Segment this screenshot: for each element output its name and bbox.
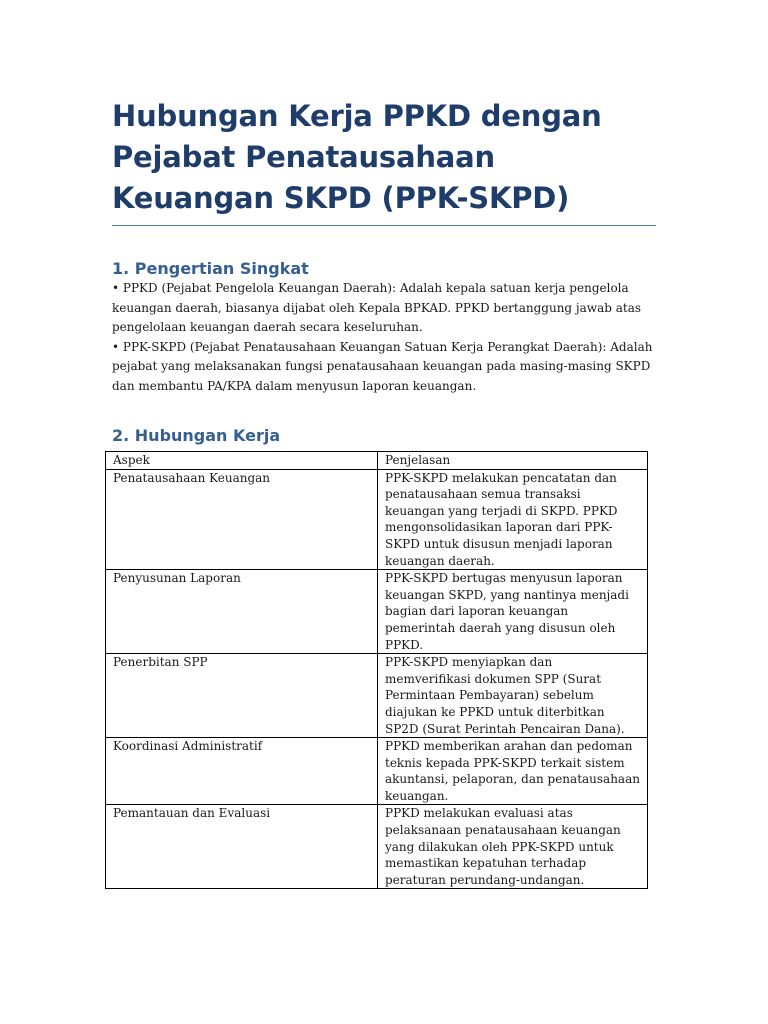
section-heading-pengertian: 1. Pengertian Singkat bbox=[112, 259, 309, 278]
table-cell-aspek: Penerbitan SPP bbox=[106, 654, 378, 738]
table-cell-penjelasan: PPKD memberikan arahan dan pedoman teknis kepada PPK-SKPD terkait sistem akuntansi, pelaporan, dan penatausahaan keuangan. bbox=[378, 738, 648, 805]
table-row bbox=[106, 469, 648, 570]
table-row bbox=[106, 654, 648, 738]
table-cell-penjelasan: PPK-SKPD menyiapkan dan memverifikasi dokumen SPP (Surat Permintaan Pembayaran) sebelum diajukan ke PPKD untuk diterbitkan SP2D (Surat Perintah Pencairan Dana). bbox=[378, 654, 648, 738]
table-cell-penjelasan: PPK-SKPD melakukan pencatatan dan penatausahaan semua transaksi keuangan yang terjadi di SKPD. PPKD mengonsolidasikan laporan dari PPK-SKPD untuk disusun menjadi laporan keuangan daerah. bbox=[378, 469, 648, 570]
section-heading-hubungan-kerja: 2. Hubungan Kerja bbox=[112, 426, 281, 445]
definition-ppk-skpd: • PPK-SKPD (Pejabat Penatausahaan Keuangan Satuan Kerja Perangkat Daerah): Adalah pejabat yang melaksanakan fungsi penatausahaan keuangan pada masing-masing SKPD dan membantu PA/KPA dalam menyusun laporan keuangan. bbox=[112, 339, 653, 393]
table-cell-penjelasan: PPK-SKPD bertugas menyusun laporan keuangan SKPD, yang nantinya menjadi bagian dari laporan keuangan pemerintah daerah yang disusun oleh PPKD. bbox=[378, 570, 648, 654]
definition-ppkd: • PPKD (Pejabat Pengelola Keuangan Daerah): Adalah kepala satuan kerja pengelola keuangan daerah, biasanya dijabat oleh Kepala BPKAD. PPKD bertanggung jawab atas pengelolaan keuangan daerah secara keseluruhan. bbox=[112, 281, 642, 334]
table-row bbox=[106, 570, 648, 654]
relationship-table bbox=[105, 451, 648, 889]
document-title: Hubungan Kerja PPKD dengan Pejabat Penatausahaan Keuangan SKPD (PPK-SKPD) bbox=[112, 96, 656, 226]
table-header-row bbox=[106, 452, 648, 470]
table-cell-aspek: Penatausahaan Keuangan bbox=[106, 469, 378, 570]
table-cell-penjelasan: PPKD melakukan evaluasi atas pelaksanaan penatausahaan keuangan yang dilakukan oleh PPK-SKPD untuk memastikan kepatuhan terhadap peraturan perundang-undangan. bbox=[378, 805, 648, 889]
table-row bbox=[106, 738, 648, 805]
table-row bbox=[106, 805, 648, 889]
definitions-text bbox=[112, 279, 656, 396]
table-cell-aspek: Koordinasi Administratif bbox=[106, 738, 378, 805]
table-header-aspek: Aspek bbox=[106, 452, 378, 470]
table-cell-aspek: Penyusunan Laporan bbox=[106, 570, 378, 654]
table-header-penjelasan: Penjelasan bbox=[378, 452, 648, 470]
table-cell-aspek: Pemantauan dan Evaluasi bbox=[106, 805, 378, 889]
document-page bbox=[112, 96, 656, 887]
